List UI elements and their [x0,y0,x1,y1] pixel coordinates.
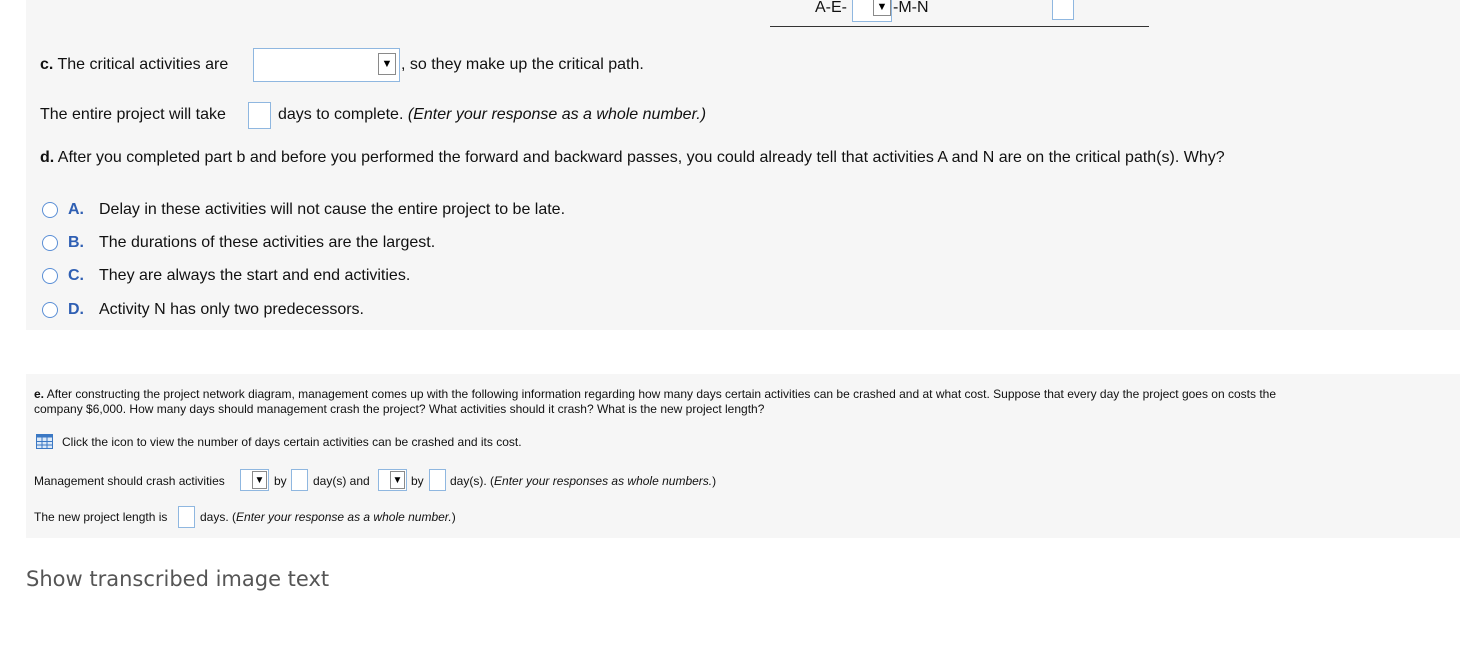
radio-b[interactable] [42,235,58,251]
path-dropdown[interactable] [852,0,892,22]
option-letter: A. [68,201,84,218]
table-icon-label: Click the icon to view the number of days certain activities can be crashed and its cost. [62,435,522,449]
part-e-line1 [34,387,1276,401]
crash-by-2: by [411,474,424,488]
crash-row-end [450,474,716,488]
crash-days-input-1[interactable] [291,469,308,491]
crash-close-paren: ) [712,474,717,488]
part-e-text1: After constructing the project network diagram, management comes up with the following information regarding how many days certain activities can be crashed and at what cost. Suppose that every day the project goes on costs the [46,387,1277,401]
chevron-down-icon: ▼ [873,0,891,16]
radio-c[interactable] [42,268,58,284]
show-transcribed-text-link[interactable]: Show transcribed image text [26,567,330,591]
crash-days-input-2[interactable] [429,469,446,491]
option-text: The durations of these activities are the largest. [99,234,436,251]
part-c-line [40,56,228,74]
path-prefix: A-E- [815,0,847,16]
path-suffix: -M-N [893,0,929,16]
part-c-suffix: , so they make up the critical path. [401,56,644,73]
crash-activity-dropdown-2[interactable] [378,469,407,491]
part-e-line2: company $6,000. How many days should management crash the project? What activities should it crash? What is the new project length? [34,402,765,416]
project-length-prefix: The entire project will take [40,106,226,123]
new-length-prefix: The new project length is [34,510,168,524]
crash-and-text: day(s) and [313,474,370,488]
option-letter: C. [68,267,84,284]
new-length-end [200,510,456,524]
option-letter: D. [68,301,84,318]
project-length-suffix: days to complete. [278,106,404,123]
option-text: Activity N has only two predecessors. [99,301,364,318]
crash-activity-dropdown-1[interactable] [240,469,269,491]
radio-a[interactable] [42,202,58,218]
path-duration-input[interactable] [1052,0,1074,20]
part-d-question [40,149,1225,167]
chevron-down-icon: ▼ [390,471,405,489]
project-days-input[interactable] [248,102,271,129]
part-c-prefix: The critical activities are [57,56,229,73]
project-length-line-end [278,106,706,124]
option-text: They are always the start and end activities. [99,267,411,284]
crash-prefix: Management should crash activities [34,474,225,488]
crash-by-1: by [274,474,287,488]
part-d-text: After you completed part b and before you performed the forward and backward passes, you could already tell that activities A and N are on the critical path(s). Why? [57,149,1225,166]
new-length-close: ) [451,510,456,524]
part-e-label: e. [34,387,45,401]
option-letter: B. [68,234,84,251]
new-length-hint: Enter your response as a whole number. [236,510,452,524]
crash-hint: Enter your responses as whole numbers. [494,474,713,488]
new-length-suffix: days. ( [200,510,237,524]
project-length-hint: (Enter your response as a whole number.) [407,106,707,123]
crash-days-end: day(s). ( [450,474,495,488]
table-icon[interactable] [36,434,53,449]
chevron-down-icon: ▼ [378,53,396,75]
critical-activities-dropdown[interactable] [253,48,400,82]
radio-d[interactable] [42,302,58,318]
chevron-down-icon: ▼ [252,471,267,489]
part-c-label: c. [40,56,54,73]
table-bottom-rule [770,26,1149,27]
part-d-label: d. [40,149,55,166]
option-text: Delay in these activities will not cause the entire project to be late. [99,201,566,218]
new-length-input[interactable] [178,506,195,528]
